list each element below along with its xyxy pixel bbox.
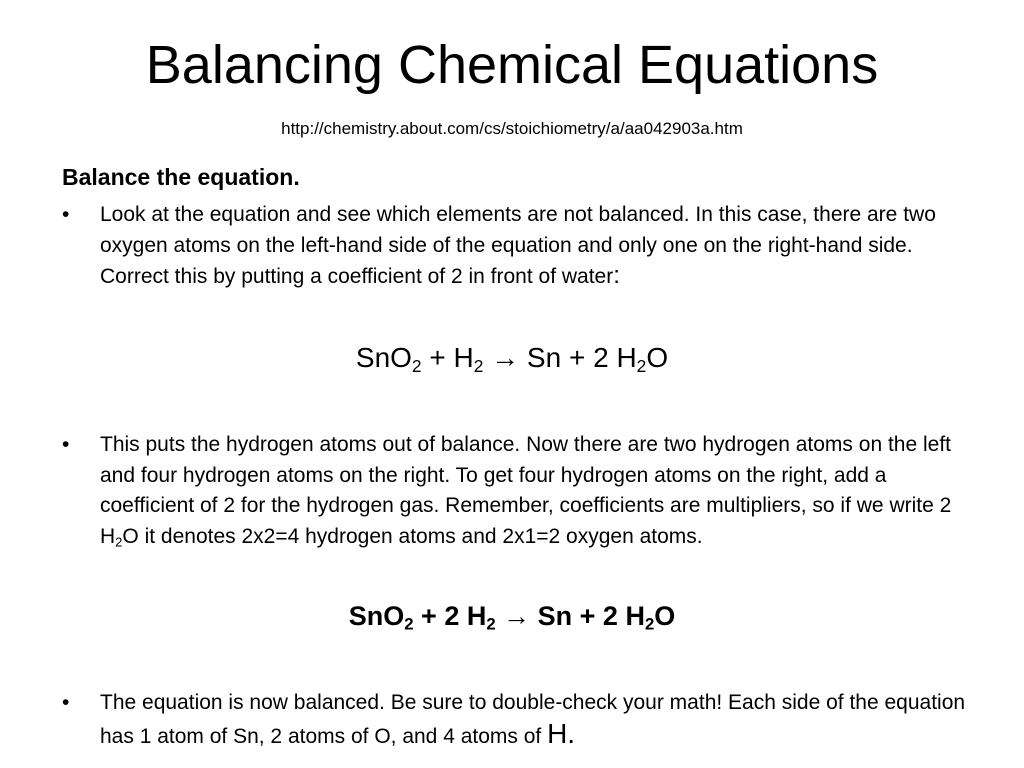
bullet-text: Look at the equation and see which elements are not balanced. In this case, there are two oxygen atoms on the left-hand side of the equation and only one on the right-hand side. Correct this by putting a coefficient of 2 in front of water:	[100, 203, 936, 289]
section-heading: Balance the equation.	[62, 164, 300, 190]
bullet-marker: •	[62, 203, 70, 226]
bullet-marker: •	[62, 433, 70, 456]
bullet-text: This puts the hydrogen atoms out of balance. Now there are two hydrogen atoms on the left and four hydrogen atoms on the right. To get four hydrogen atoms on the right, add a coefficient of 2 for the hydrogen gas. Remember, coefficients are multipliers, so if we write 2 $H_2O$ it denotes 2x2=4 hydrogen atoms and 2x1=2 oxygen atoms.	[100, 433, 952, 550]
source-url: http://chemistry.about.com/cs/stoichiometry/a/aa042903a.htm	[281, 119, 743, 138]
slide-title: Balancing Chemical Equations	[145, 35, 879, 95]
balanced-equation: SnO$_2$ + 2 $H_2 \to Sn + 2$ $H_2O$	[348, 601, 676, 634]
bullet-text: The equation is now balanced. Be sure to double-check your math! Each side of the equation has 1 atom of Sn, 2 atoms of O, and 4 atoms of H.	[100, 691, 966, 749]
bullet-item	[62, 200, 982, 293]
unbalanced-equation: $SnO_2 + H_2 \to Sn + 2$ $H_2O$	[355, 342, 669, 376]
bullet-item	[62, 688, 982, 752]
bullet-item	[62, 430, 982, 552]
bullet-marker: •	[62, 691, 70, 714]
